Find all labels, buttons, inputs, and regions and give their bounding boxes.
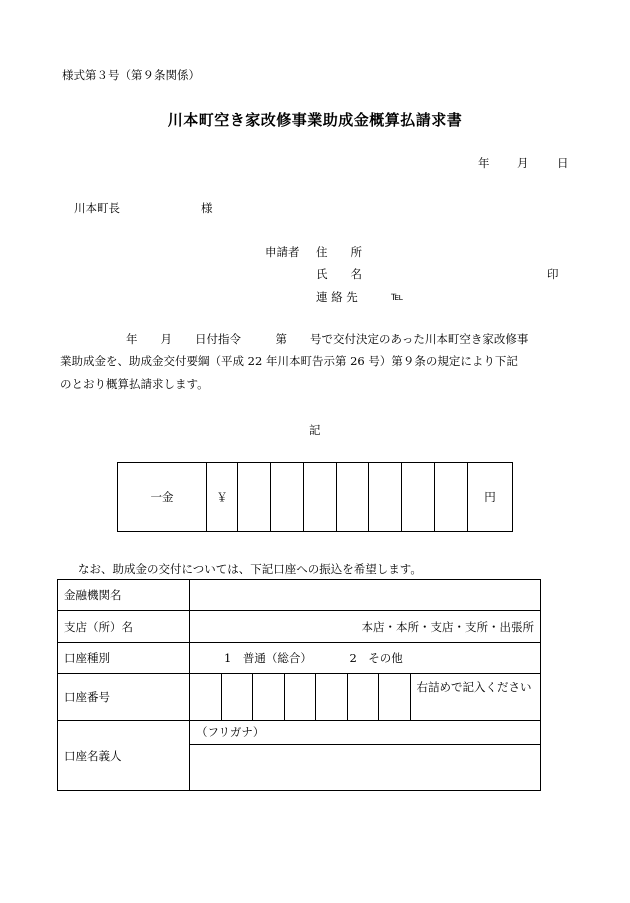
account-digit-cell[interactable] — [316, 674, 348, 720]
body-line-1: 年 月 日付指令 第 号で交付決定のあった川本町空き家改修事 — [126, 332, 529, 346]
account-digit-cell[interactable] — [379, 674, 411, 720]
bank-account-table — [57, 579, 541, 791]
account-type-label: 口座種別 — [58, 643, 190, 674]
document-title: 川本町空き家改修事業助成金概算払請求書 — [167, 111, 463, 129]
account-digit-cell[interactable] — [190, 674, 222, 720]
name-label: 氏 名 — [316, 267, 362, 281]
account-digit-cell[interactable] — [285, 674, 317, 720]
seal-mark: 印 — [547, 267, 559, 281]
branch-label: 支店（所）名 — [58, 611, 190, 643]
account-number-label: 口座番号 — [58, 674, 190, 721]
amount-digit-cell[interactable] — [337, 463, 369, 531]
institution-field[interactable] — [190, 580, 541, 611]
account-digit-cell[interactable] — [253, 674, 285, 720]
account-digit-cell[interactable] — [348, 674, 380, 720]
form-number: 様式第３号（第９条関係） — [62, 68, 200, 82]
tel-symbol: ℡ — [391, 289, 404, 303]
institution-label: 金融機関名 — [58, 580, 190, 611]
amount-box — [117, 462, 513, 532]
date-month: 月 — [517, 156, 529, 170]
account-number-cells — [190, 674, 541, 721]
account-type-option-1[interactable]: 1 普通（総合） — [224, 651, 312, 665]
account-holder-field[interactable] — [190, 745, 541, 791]
applicant-role: 申請者 — [265, 245, 300, 259]
account-holder-label: 口座名義人 — [58, 721, 190, 791]
account-type-option-2[interactable]: 2 その他 — [349, 651, 403, 665]
amount-digit-cell[interactable] — [271, 463, 304, 531]
yen-unit: 円 — [484, 490, 496, 504]
transfer-note: なお、助成金の交付については、下記口座への振込を希望します。 — [78, 562, 422, 576]
amount-digit-cell[interactable] — [238, 463, 271, 531]
ki-heading: 記 — [309, 423, 321, 437]
addressee-honorific: 様 — [201, 201, 213, 215]
yen-symbol: ￥ — [207, 463, 238, 531]
date-year: 年 — [478, 156, 490, 170]
amount-label: 一金 — [118, 463, 207, 531]
account-number-note: 右詰めで記入ください — [416, 680, 532, 694]
contact-label: 連 絡 先 — [316, 290, 358, 304]
account-digit-cell[interactable] — [222, 674, 254, 720]
furigana-label: （フリガナ） — [190, 721, 541, 745]
body-line-2: 業助成金を、助成金交付要綱（平成 22 年川本町告示第 26 号）第９条の規定により下記 — [60, 354, 518, 368]
address-label: 住 所 — [316, 245, 362, 259]
addressee-name: 川本町長 — [74, 201, 120, 215]
amount-digit-cell[interactable] — [402, 463, 435, 531]
amount-digit-cell[interactable] — [304, 463, 337, 531]
date-day: 日 — [557, 156, 569, 170]
amount-digit-cell[interactable] — [369, 463, 402, 531]
body-line-3: のとおり概算払請求します。 — [60, 377, 209, 391]
amount-digit-cell[interactable] — [435, 463, 468, 531]
account-type-options[interactable] — [190, 643, 541, 674]
branch-options[interactable]: 本店・本所・支店・支所・出張所 — [190, 611, 541, 643]
